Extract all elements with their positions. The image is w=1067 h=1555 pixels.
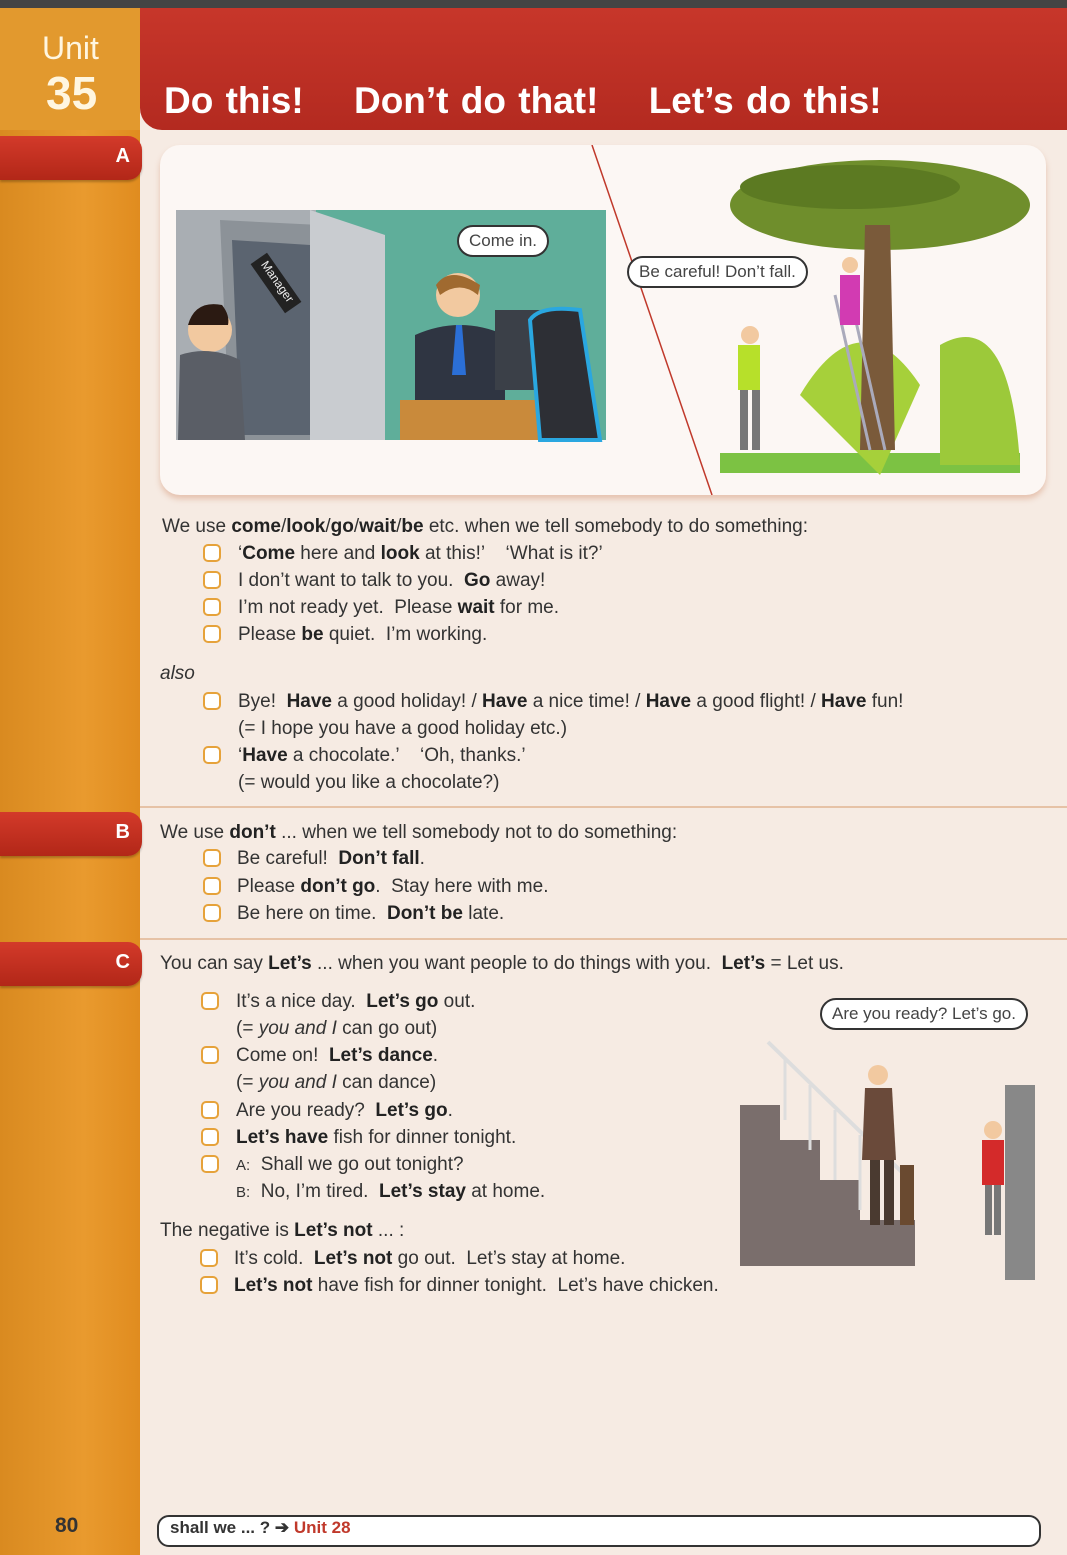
line-a5-note: (= I hope you have a good holiday etc.) (238, 718, 568, 739)
line-c4: Let’s have fish for dinner tonight. (236, 1127, 517, 1148)
bullet-2 (203, 571, 221, 589)
crossref-link[interactable]: Unit 28 (293, 1518, 351, 1537)
line-c2-note: (= you and I can dance) (236, 1072, 437, 1093)
illustration-panel (160, 145, 1046, 495)
line-a3: I’m not ready yet. Please wait for me. (238, 597, 560, 618)
bullet-9 (203, 904, 221, 922)
title-part-1: Do this! (164, 80, 304, 121)
bullet-5 (203, 692, 221, 710)
bullet-16 (200, 1276, 218, 1294)
line-c7: Let’s not have fish for dinner tonight. Let’s have chicken. (234, 1275, 719, 1296)
stairs-illustration (740, 1030, 1040, 1280)
line-a-intro: We use come/look/go/wait/be etc. when we tell somebody to do something: (162, 516, 808, 537)
page-number: 80 (55, 1514, 79, 1537)
line-c5a: A: Shall we go out tonight? (236, 1154, 464, 1175)
line-c-negative: The negative is Let’s not ... : (160, 1220, 405, 1241)
bullet-12 (201, 1101, 219, 1119)
section-tab-c (0, 942, 142, 986)
line-c1-note: (= you and I can go out) (236, 1018, 438, 1039)
section-label-c: C (115, 951, 130, 973)
line-b2: Please don’t go. Stay here with me. (237, 876, 549, 897)
bullet-14 (201, 1155, 219, 1173)
speech-bubble-lets-go: Are you ready? Let’s go. (820, 998, 1028, 1030)
bullet-15 (200, 1249, 218, 1267)
speech-bubble-be-careful: Be careful! Don’t fall. (627, 256, 808, 288)
title-part-3: Let’s do this! (648, 80, 882, 121)
line-a5: Bye! Have a good holiday! / Have a nice time! / Have a good flight! / Have fun! (238, 691, 904, 712)
bullet-3 (203, 598, 221, 616)
line-b3: Be here on time. Don’t be late. (237, 903, 505, 924)
manager-sign: Manager (258, 258, 297, 306)
line-b1: Be careful! Don’t fall. (237, 848, 425, 869)
line-a6: ‘Have a chocolate.’ ‘Oh, thanks.’ (238, 745, 526, 766)
section-tab-b (0, 812, 142, 856)
top-bar (0, 0, 1067, 8)
line-also: also (160, 663, 195, 684)
speech-bubble-come-in: Come in. (457, 225, 549, 257)
section-divider-c (140, 938, 1067, 940)
section-label-a: A (115, 145, 130, 167)
line-a4: Please be quiet. I’m working. (238, 624, 488, 645)
bullet-11 (201, 1046, 219, 1064)
bullet-6 (203, 746, 221, 764)
line-a2: I don’t want to talk to you. Go away! (238, 570, 546, 591)
bullet-1 (203, 544, 221, 562)
line-a1: ‘Come here and look at this!’ ‘What is it?’ (238, 543, 603, 564)
office-and-tree-illustration (160, 145, 1046, 495)
crossref (170, 1518, 351, 1538)
line-c3: Are you ready? Let’s go. (236, 1100, 453, 1121)
line-c6: It’s cold. Let’s not go out. Let’s stay at home. (234, 1248, 626, 1269)
bullet-10 (201, 992, 219, 1010)
title-part-2: Don’t do that! (353, 80, 599, 121)
line-c1: It’s a nice day. Let’s go out. (236, 991, 476, 1012)
line-c5b: B: No, I’m tired. Let’s stay at home. (236, 1181, 546, 1202)
line-c2: Come on! Let’s dance. (236, 1045, 439, 1066)
bullet-8 (203, 877, 221, 895)
page-title (164, 80, 920, 122)
line-b-intro: We use don’t ... when we tell somebody not to do something: (160, 822, 678, 843)
section-tab-a (0, 136, 142, 180)
crossref-text: shall we ... ? ➔ (170, 1518, 290, 1537)
unit-number: 35 (46, 67, 98, 119)
bullet-7 (203, 849, 221, 867)
sidebar (0, 8, 140, 1555)
line-c-intro: You can say Let’s ... when you want people to do things with you. Let’s = Let us. (160, 953, 844, 974)
section-label-b: B (115, 821, 130, 843)
line-a6-note: (= would you like a chocolate?) (238, 772, 500, 793)
bullet-13 (201, 1128, 219, 1146)
section-divider-b (140, 806, 1067, 808)
bullet-4 (203, 625, 221, 643)
unit-word: Unit (42, 30, 99, 66)
